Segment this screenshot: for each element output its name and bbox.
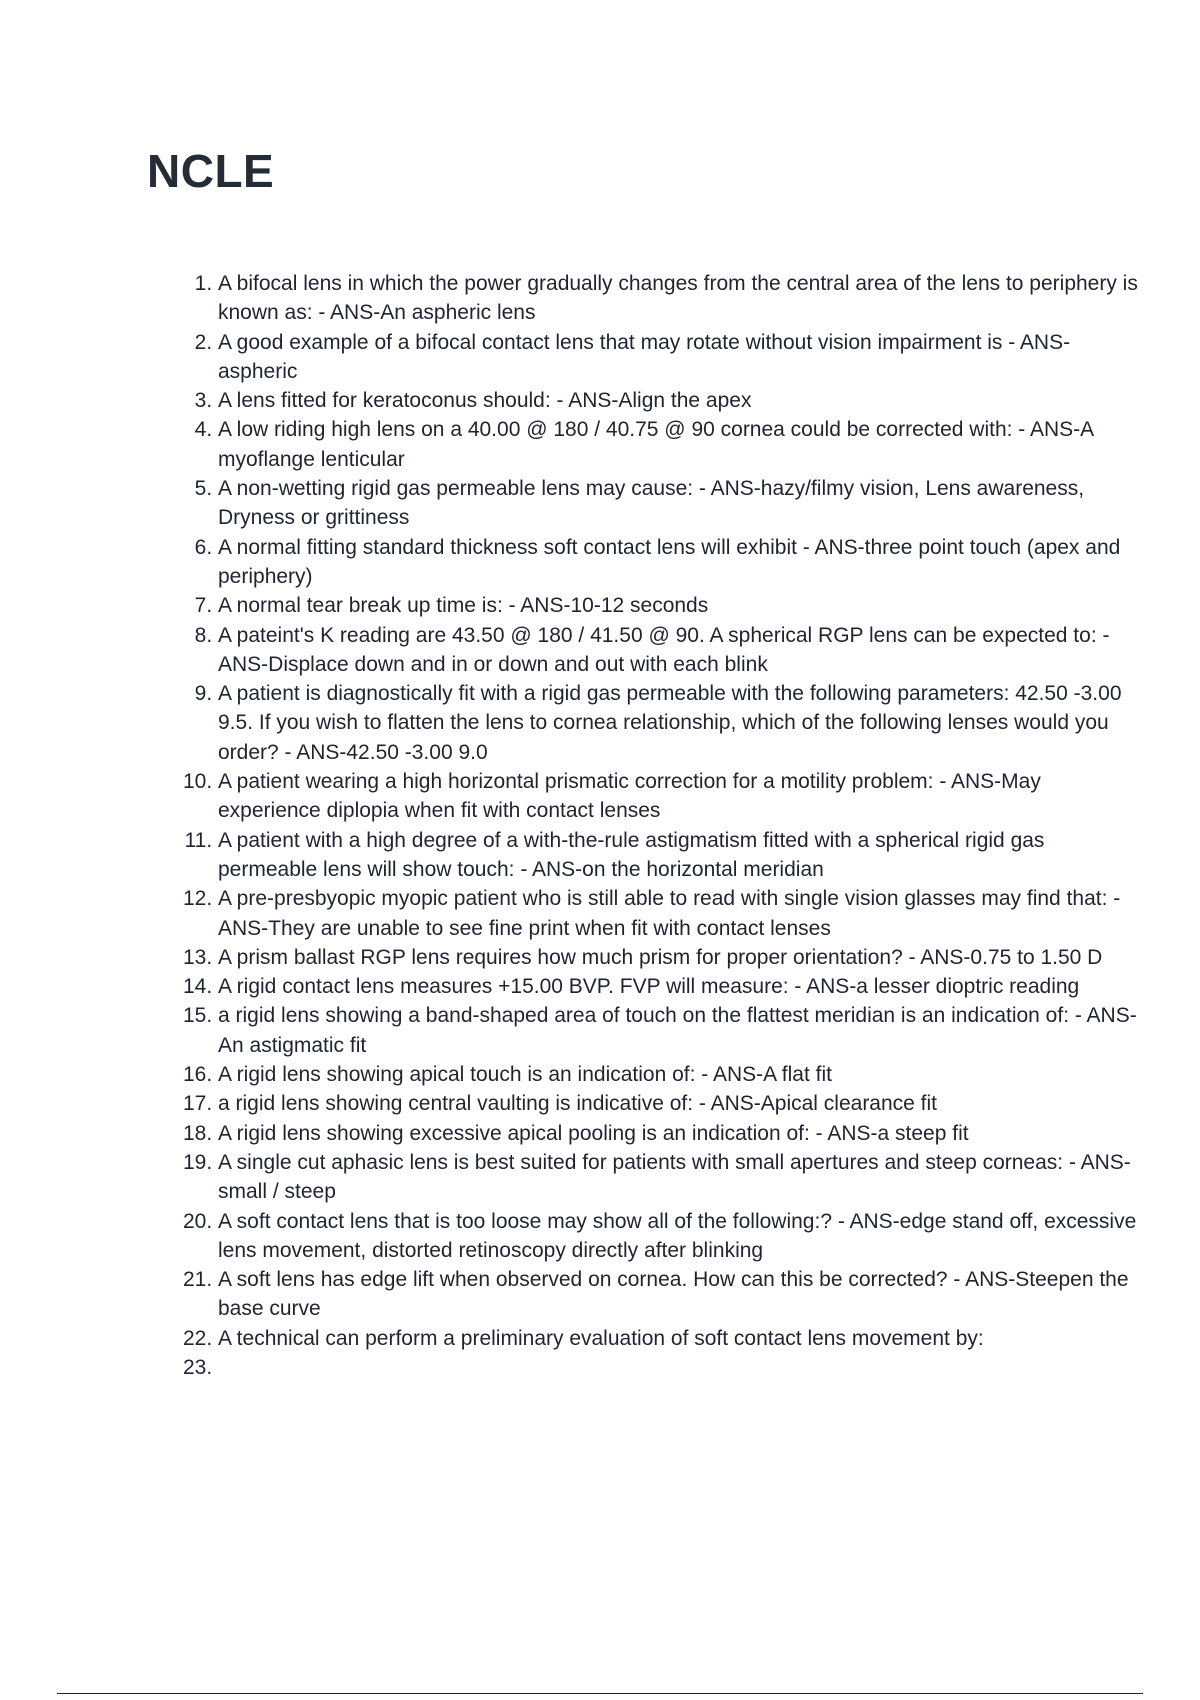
- list-item: 22. A technical can perform a preliminary evaluation of soft contact lens movement by:: [218, 1324, 1138, 1353]
- list-item: 20. A soft contact lens that is too loose may show all of the following:? - ANS-edge stand off, excessive lens movement, distorted retinoscopy directly after blinking: [218, 1207, 1138, 1266]
- list-item: 18. A rigid lens showing excessive apical pooling is an indication of: - ANS-a steep fit: [218, 1119, 1138, 1148]
- page-title: NCLE: [147, 145, 275, 197]
- list-item: [218, 1353, 1138, 1382]
- question-list: [180, 269, 1138, 1382]
- list-item: 9. A patient is diagnostically fit with a rigid gas permeable with the following parameters: 42.50 -3.00 9.5. If you wish to flatten the lens to cornea relationship, which of the following lenses would you order? - ANS-42.50 -3.00 9.0: [218, 679, 1138, 767]
- list-item: 1. A bifocal lens in which the power gradually changes from the central area of the lens to periphery is known as: - ANS-An aspheric lens: [218, 269, 1138, 328]
- list-item: 5. A non-wetting rigid gas permeable lens may cause: - ANS-hazy/filmy vision, Lens awareness, Dryness or grittiness: [218, 474, 1138, 533]
- footer-divider: [57, 1693, 1143, 1694]
- list-item: 21. A soft lens has edge lift when observed on cornea. How can this be corrected? - ANS-Steepen the base curve: [218, 1265, 1138, 1324]
- list-item: 3. A lens fitted for keratoconus should: - ANS-Align the apex: [218, 386, 1138, 415]
- list-item: 4. A low riding high lens on a 40.00 @ 180 / 40.75 @ 90 cornea could be corrected with: - ANS-A myoflange lenticular: [218, 415, 1138, 474]
- list-item: 16. A rigid lens showing apical touch is an indication of: - ANS-A flat fit: [218, 1060, 1138, 1089]
- list-item: 14. A rigid contact lens measures +15.00 BVP. FVP will measure: - ANS-a lesser dioptric reading: [218, 972, 1138, 1001]
- list-item: 8. A pateint's K reading are 43.50 @ 180 / 41.50 @ 90. A spherical RGP lens can be expected to: - ANS-Displace down and in or down and out with each blink: [218, 621, 1138, 680]
- list-item: 13. A prism ballast RGP lens requires how much prism for proper orientation? - ANS-0.75 to 1.50 D: [218, 943, 1138, 972]
- list-item: 10. A patient wearing a high horizontal prismatic correction for a motility problem: - ANS-May experience diplopia when fit with contact lenses: [218, 767, 1138, 826]
- list-item: 12. A pre-presbyopic myopic patient who is still able to read with single vision glasses may find that: - ANS-They are unable to see fine print when fit with contact lenses: [218, 884, 1138, 943]
- list-item: 15. a rigid lens showing a band-shaped area of touch on the flattest meridian is an indication of: - ANS-An astigmatic fit: [218, 1001, 1138, 1060]
- list-item: 11. A patient with a high degree of a with-the-rule astigmatism fitted with a spherical rigid gas permeable lens will show touch: - ANS-on the horizontal meridian: [218, 826, 1138, 885]
- list-item: 6. A normal fitting standard thickness soft contact lens will exhibit - ANS-three point touch (apex and periphery): [218, 533, 1138, 592]
- list-item: 19. A single cut aphasic lens is best suited for patients with small apertures and steep corneas: - ANS-small / steep: [218, 1148, 1138, 1207]
- list-item: 2. A good example of a bifocal contact lens that may rotate without vision impairment is - ANS-aspheric: [218, 328, 1138, 387]
- list-item: 17. a rigid lens showing central vaulting is indicative of: - ANS-Apical clearance fit: [218, 1089, 1138, 1118]
- list-item: 7. A normal tear break up time is: - ANS-10-12 seconds: [218, 591, 1138, 620]
